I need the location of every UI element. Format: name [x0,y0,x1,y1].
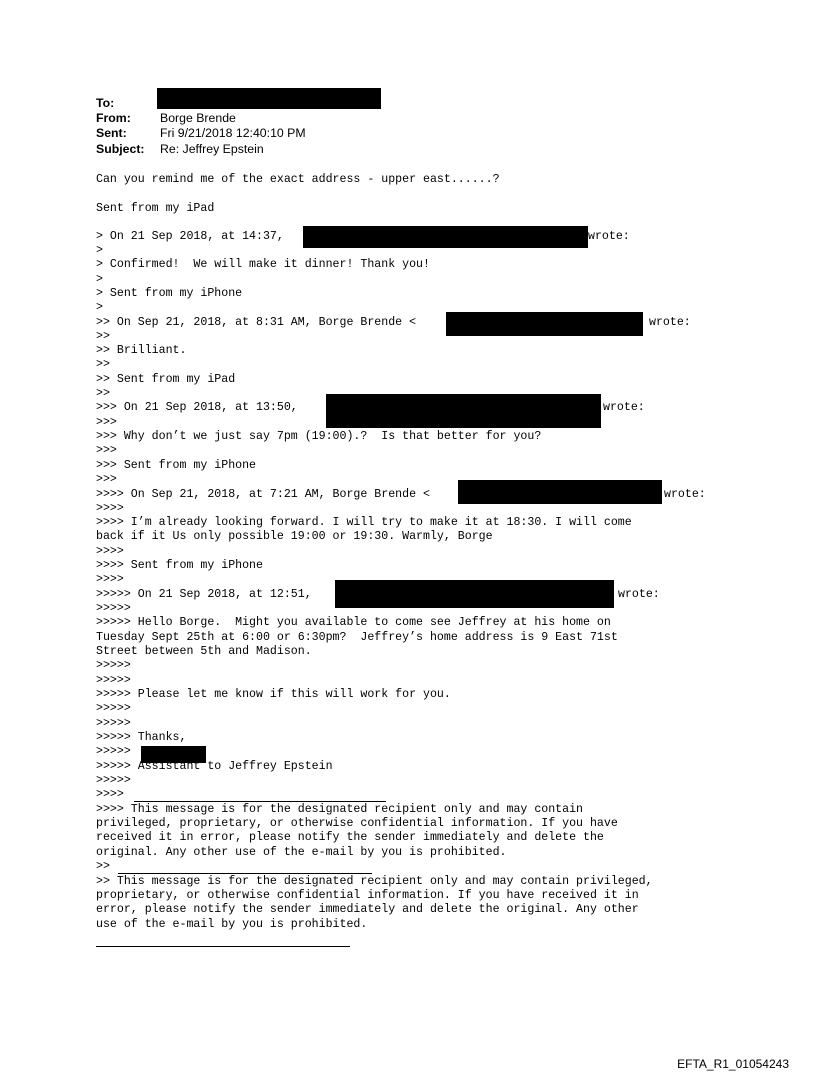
body-line: use of the e-mail by you is prohibited. [96,918,368,931]
redaction-box [303,226,588,248]
to-label: To: [96,96,115,110]
body-line: >> [96,387,110,400]
subject-value: Re: Jeffrey Epstein [160,142,264,156]
body-line: >>>>> [96,659,131,672]
body-line: >>>>> On 21 Sep 2018, at 12:51, [96,588,312,601]
body-line: privileged, proprietary, or otherwise confidential information. If you have [96,817,618,830]
body-line: >> [96,330,110,343]
from-value: Borge Brende [160,111,236,125]
body-line: >> Sent from my iPad [96,373,236,386]
redaction-box [446,312,643,336]
body-line: >>>> [96,502,124,515]
body-line: >>>>> Thanks, [96,731,187,744]
body-line: > Confirmed! We will make it dinner! Thank you! [96,258,430,271]
body-line: received it in error, please notify the sender immediately and delete the [96,831,604,844]
redaction-box [458,480,662,504]
signature-rule [134,801,386,802]
body-line: >>>> On Sep 21, 2018, at 7:21 AM, Borge Brende < [96,488,430,501]
body-line: original. Any other use of the e-mail by you is prohibited. [96,846,507,859]
body-line: >> On Sep 21, 2018, at 8:31 AM, Borge Brende < [96,316,417,329]
body-line: >>> [96,416,117,429]
redaction-box [157,88,381,109]
body-line: >>> On 21 Sep 2018, at 13:50, [96,401,298,414]
header-sent-row [96,126,306,141]
body-line: >>>>> Please let me know if this will work for you. [96,688,451,701]
body-line: wrote: [588,230,630,243]
body-line: >> This message is for the designated recipient only and may contain privileged, [96,875,653,888]
body-line: >> Brilliant. [96,344,187,357]
signature-rule [118,873,372,874]
body-line: >>> Why don’t we just say 7pm (19:00).? Is that better for you? [96,430,542,443]
body-line: wrote: [603,401,645,414]
body-line: >>>> Sent from my iPhone [96,559,263,572]
body-line: Sent from my iPad [96,202,215,215]
body-line: >> [96,358,110,371]
body-line: >>>>> [96,602,131,615]
body-line: wrote: [649,316,691,329]
body-line: > [96,273,103,286]
sent-label: Sent: [96,126,127,140]
from-label: From: [96,111,131,125]
body-line: proprietary, or otherwise confidential information. If you have received it in [96,889,639,902]
body-line: > [96,301,103,314]
body-line: >>>>> [96,702,131,715]
redaction-box [326,394,601,428]
body-line: Can you remind me of the exact address - upper east......? [96,173,500,186]
body-line: >>>>> Assistant to Jeffrey Epstein [96,760,333,773]
header-subject-row [96,142,264,157]
body-line: > [96,244,103,257]
subject-label: Subject: [96,142,145,156]
body-line: >>> Sent from my iPhone [96,459,257,472]
body-line: wrote: [664,488,706,501]
document-id: EFTA_R1_01054243 [677,1057,789,1071]
body-line: >>> [96,444,117,457]
body-line: > Sent from my iPhone [96,287,243,300]
body-line: >>>>> [96,774,131,787]
sent-value: Fri 9/21/2018 12:40:10 PM [160,126,306,140]
body-line: >>>>> [96,745,131,758]
header-to-row [96,96,160,111]
body-line: > On 21 Sep 2018, at 14:37, [96,230,284,243]
body-line: >> [96,860,110,873]
body-line: wrote: [618,588,660,601]
body-line: >>>> This message is for the designated recipient only and may contain [96,803,584,816]
body-line: >>>> [96,545,124,558]
body-line: Tuesday Sept 25th at 6:00 or 6:30pm? Jeffrey’s home address is 9 East 71st [96,631,618,644]
redaction-box [335,580,614,608]
body-line: >>>> [96,573,124,586]
header-from-row [96,111,236,126]
body-line: back if it Us only possible 19:00 or 19:30. Warmly, Borge [96,530,493,543]
body-line: >>>>> [96,674,131,687]
body-line: >>>> I’m already looking forward. I will try to make it at 18:30. I will come [96,516,632,529]
body-line: Street between 5th and Madison. [96,645,312,658]
body-line: >>>>> [96,717,131,730]
body-line: >>>> [96,788,124,801]
closing-rule [96,946,350,947]
body-line: >>> [96,473,117,486]
body-line: >>>>> Hello Borge. Might you available to come see Jeffrey at his home on [96,616,611,629]
body-line: error, please notify the sender immediately and delete the original. Any other [96,903,639,916]
